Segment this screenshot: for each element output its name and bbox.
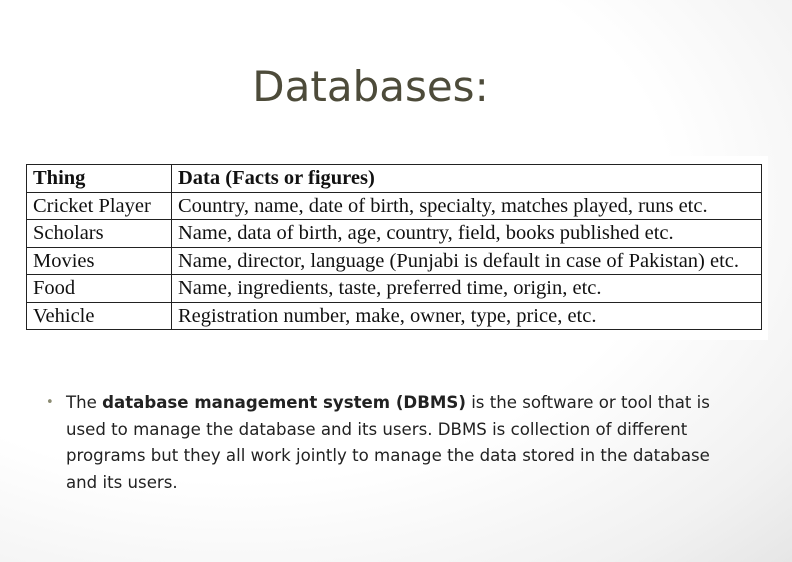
cell-data: Country, name, date of birth, specialty, matches played, runs etc. (172, 192, 762, 220)
table-row (27, 275, 762, 303)
bullet-bold-term: database management system (DBMS) (102, 393, 466, 412)
cell-thing: Movies (27, 247, 172, 275)
bullet-paragraph (46, 390, 746, 496)
cell-data: Name, director, language (Punjabi is default in case of Pakistan) etc. (172, 247, 762, 275)
cell-data: Name, ingredients, taste, preferred time, origin, etc. (172, 275, 762, 303)
cell-thing: Scholars (27, 220, 172, 248)
bullet-lead: The (66, 393, 103, 412)
table-header-row (27, 165, 762, 193)
table-row (27, 302, 762, 330)
data-table (26, 164, 762, 330)
bullet-rest: is the software or tool that is used to manage the database and its users. DBMS is collection of different programs but they all work jointly to manage the data stored in the database and its users. (66, 393, 710, 492)
table-row (27, 247, 762, 275)
cell-data: Registration number, make, owner, type, price, etc. (172, 302, 762, 330)
bullet-marker: • (46, 395, 54, 410)
header-thing: Thing (27, 165, 172, 193)
slide-title: Databases: (252, 62, 489, 111)
data-table-image (24, 156, 768, 340)
bullet-text (66, 390, 746, 496)
header-data: Data (Facts or figures) (172, 165, 762, 193)
cell-thing: Cricket Player (27, 192, 172, 220)
table-row (27, 192, 762, 220)
cell-thing: Food (27, 275, 172, 303)
table-row (27, 220, 762, 248)
cell-data: Name, data of birth, age, country, field, books published etc. (172, 220, 762, 248)
cell-thing: Vehicle (27, 302, 172, 330)
